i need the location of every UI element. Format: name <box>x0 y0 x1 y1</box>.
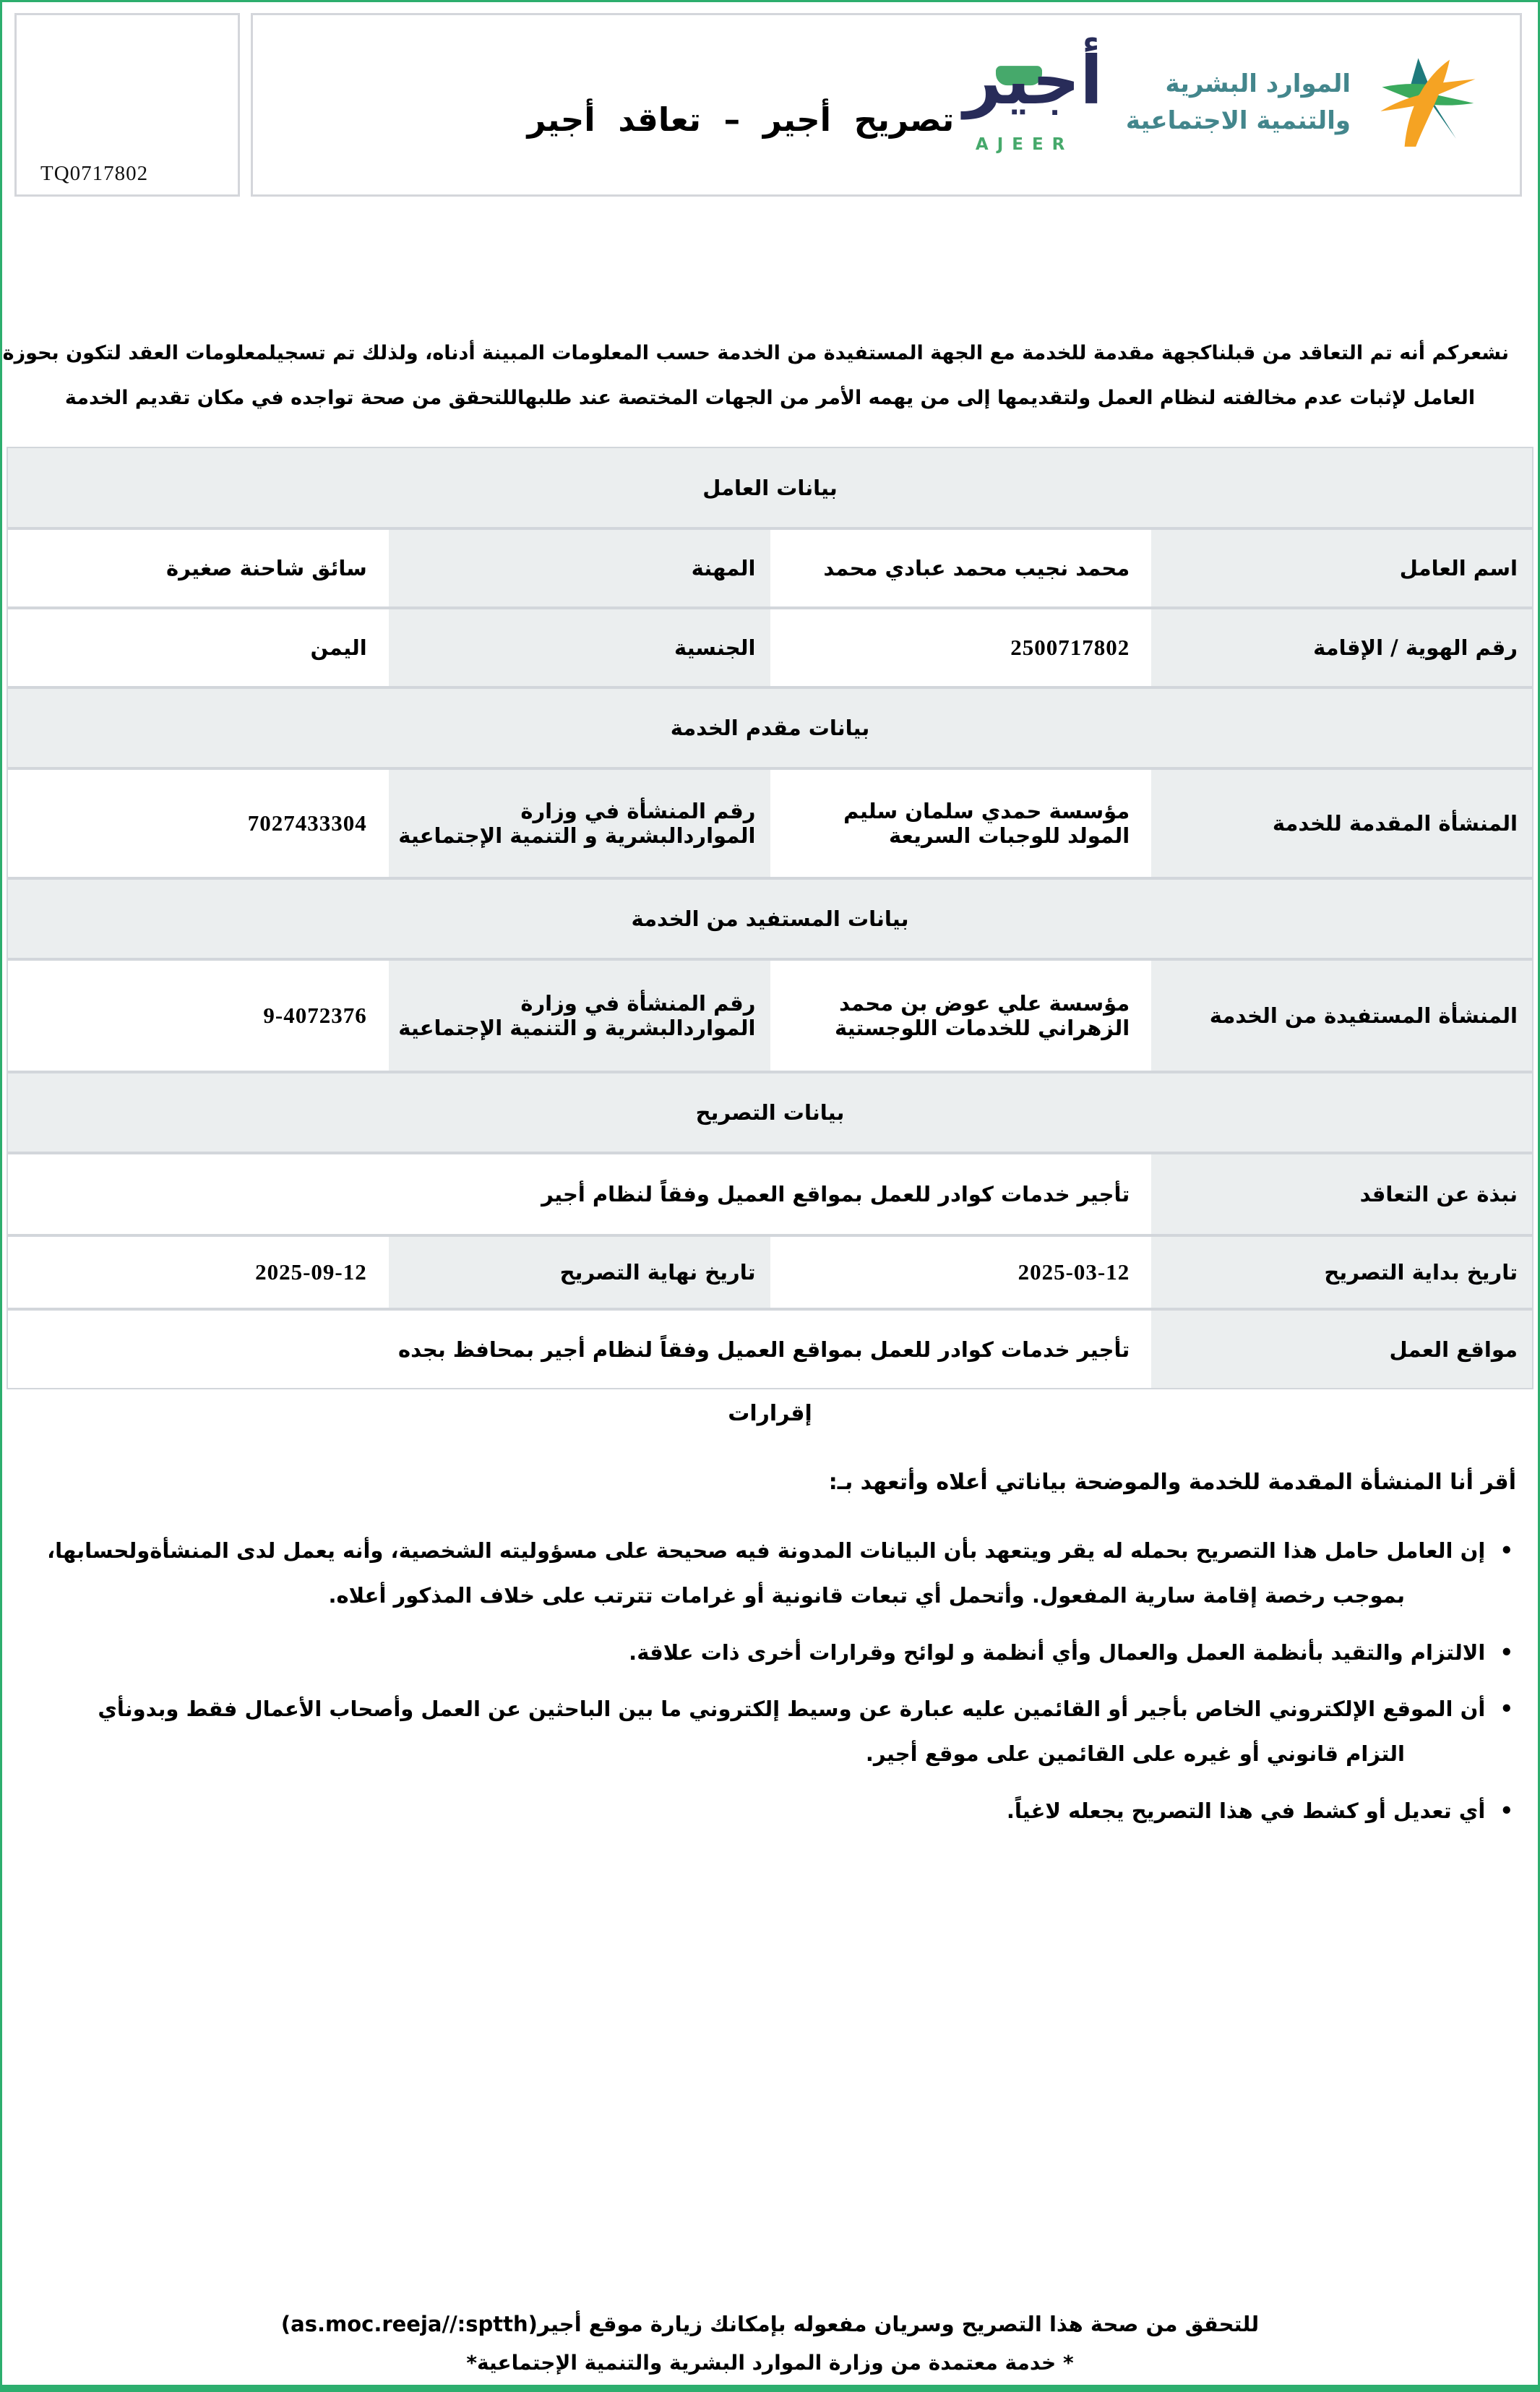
section-row-beneficiary <box>7 878 1533 959</box>
document-header <box>14 13 1522 197</box>
document-code-box <box>14 13 240 197</box>
provider-establishment-value: مؤسسة حمدي سلمان سليم المولد للوجبات السريعة <box>770 768 1152 878</box>
footer-verify-url: (as.moc.reeja//:sptth) <box>280 2312 538 2336</box>
beneficiary-establishment-label: المنشأة المستفيدة من الخدمة <box>1151 959 1533 1072</box>
section-header-provider: بيانات مقدم الخدمة <box>7 687 1533 768</box>
section-header-worker: بيانات العامل <box>7 447 1533 528</box>
provider-establishment-label: المنشأة المقدمة للخدمة <box>1151 768 1533 878</box>
end-date-value: 2025-09-12 <box>7 1235 389 1309</box>
table-row <box>7 768 1533 878</box>
table-row <box>7 1309 1533 1389</box>
profession-label: المهنة <box>389 528 770 608</box>
id-number-label: رقم الهوية / الإقامة <box>1151 608 1533 687</box>
declaration-item: • أن الموقع الإلكتروني الخاص بأجير أو القائمين عليه عبارة عن وسيط إلكتروني ما بين الباحثين عن العمل وأصحاب الأعمال فقط وبدونأي التزام قانوني أو غيره على القائمين على موقع أجير. <box>46 1686 1513 1777</box>
section-row-provider <box>7 687 1533 768</box>
intro-line2: العامل لإثبات عدم مخالفته لنظام العمل ولتقديمها إلى من يهمه الأمر من الجهات المختصة عند طلبهاللتحقق من صحة تواجده في مكان تقديم الخدمة <box>64 387 1476 409</box>
table-row <box>7 608 1533 687</box>
worker-name-label: اسم العامل <box>1151 528 1533 608</box>
declarations-title: إقرارات <box>728 1401 812 1426</box>
ajeer-latin-label: AJEER <box>975 135 1074 155</box>
declarations-list <box>46 1528 1513 1833</box>
provider-number-label: رقم المنشأة في وزارة المواردالبشرية و التنمية الإجتماعية <box>389 768 770 878</box>
document-footer <box>2 2312 1538 2375</box>
worker-name-value: محمد نجيب محمد عبادي محمد <box>770 528 1152 608</box>
table-row <box>7 528 1533 608</box>
beneficiary-establishment-value: مؤسسة علي عوض بن محمد الزهراني للخدمات اللوجستية <box>770 959 1152 1072</box>
section-row-worker <box>7 447 1533 528</box>
id-number-value: 2500717802 <box>770 608 1152 687</box>
permit-table-wrap <box>7 447 1533 1389</box>
intro-paragraph <box>2 331 1509 421</box>
section-header-permit: بيانات التصريح <box>7 1072 1533 1153</box>
ajeer-wordmark: أجير <box>963 42 1103 120</box>
declaration-item: • إن العامل حامل هذا التصريح بحمله له يقر ويتعهد بأن البيانات المدونة فيه صحيحة على مسؤوليته الشخصية، وأنه يعمل لدى المنشأةولحسابها، بموجب رخصة إقامة سارية المفعول. وأتحمل أي تبعات قانونية أو غرامات تترتب على خلاف المذكور أعلاه. <box>46 1528 1513 1619</box>
work-locations-value: تأجير خدمات كوادر للعمل بمواقع العميل وفقاً لنظام أجير بمحافظ بجده <box>7 1309 1151 1389</box>
work-locations-label: مواقع العمل <box>1151 1309 1533 1389</box>
provider-number-value: 7027433304 <box>7 768 389 878</box>
ministry-logo-icon <box>1374 56 1484 149</box>
permit-table <box>7 447 1533 1389</box>
beneficiary-number-value: 9-4072376 <box>7 959 389 1072</box>
footer-verify-text: للتحقق من صحة هذا التصريح وسريان مفعوله بإمكانك زيارة موقع أجير <box>537 2312 1260 2336</box>
profession-value: سائق شاحنة صغيرة <box>7 528 389 608</box>
ministry-name <box>1126 66 1351 140</box>
ministry-name-line2: والتنمية الاجتماعية <box>1125 106 1351 136</box>
table-row <box>7 959 1533 1072</box>
footer-accreditation-note: * خدمة معتمدة من وزارة الموارد البشرية والتنمية الإجتماعية* <box>466 2351 1074 2375</box>
contract-summary-value: تأجير خدمات كوادر للعمل بمواقع العميل وفقاً لنظام أجير <box>7 1153 1151 1235</box>
title-logo-box <box>251 13 1522 197</box>
brand-cluster <box>963 42 1484 155</box>
intro-line1: نشعركم أنه تم التعاقد من قبلناكجهة مقدمة للخدمة مع الجهة المستفيدة من الخدمة حسب المعلومات المبينة أدناه، ولذلك تم تسجيلمعلومات العقد لتكون بحوزة <box>2 342 1509 364</box>
contract-summary-label: نبذة عن التعاقد <box>1151 1153 1533 1235</box>
ajeer-logo <box>963 42 1103 155</box>
section-header-beneficiary: بيانات المستفيد من الخدمة <box>7 878 1533 959</box>
nationality-label: الجنسية <box>389 608 770 687</box>
ministry-name-line1: الموارد البشرية <box>1165 69 1351 99</box>
footer-verify-line <box>2 2312 1538 2336</box>
start-date-label: تاريخ بداية التصريح <box>1151 1235 1533 1309</box>
section-row-permit <box>7 1072 1533 1153</box>
declarations-intro: أقر أنا المنشأة المقدمة للخدمة والموضحة بياناتي أعلاه وأتعهد بـ: <box>828 1470 1516 1495</box>
nationality-value: اليمن <box>7 608 389 687</box>
beneficiary-number-label: رقم المنشأة في وزارة المواردالبشرية و التنمية الإجتماعية <box>389 959 770 1072</box>
declaration-item: • أي تعديل أو كشط في هذا التصريح يجعله لاغياً. <box>46 1788 1513 1833</box>
declaration-item: • الالتزام والتقيد بأنظمة العمل والعمال وأي أنظمة و لوائح وقرارات أخرى ذات علاقة. <box>46 1630 1513 1675</box>
document-title: تصريح أجير – تعاقد أجير <box>527 100 955 139</box>
table-row <box>7 1153 1533 1235</box>
start-date-value: 2025-03-12 <box>770 1235 1152 1309</box>
document-code: TQ0717802 <box>40 162 149 185</box>
end-date-label: تاريخ نهاية التصريح <box>389 1235 770 1309</box>
table-row <box>7 1235 1533 1309</box>
